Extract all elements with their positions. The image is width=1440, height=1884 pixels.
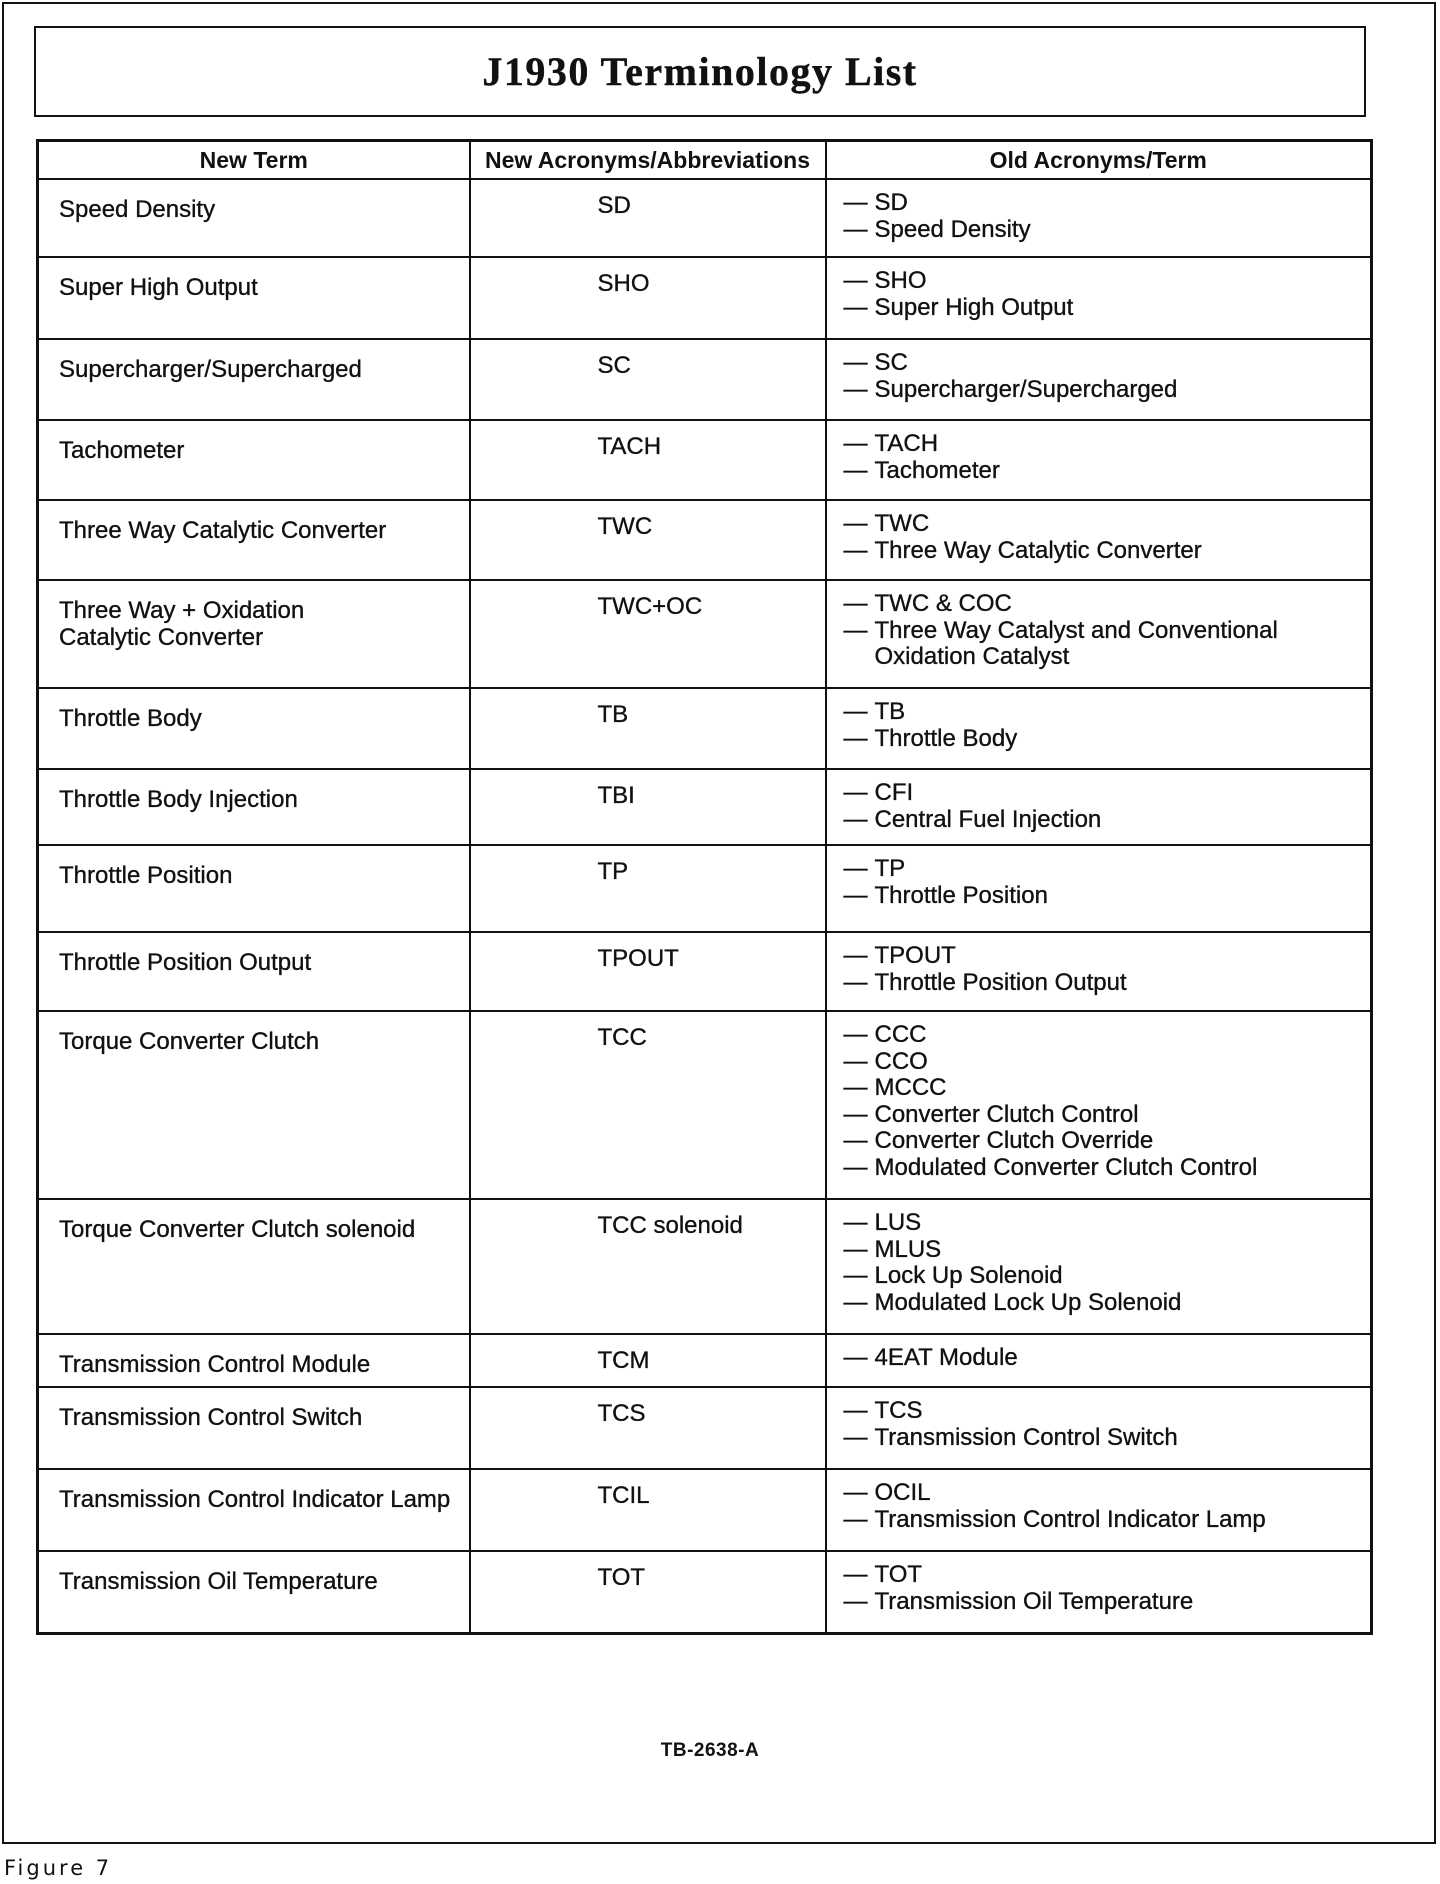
old-term-text: Modulated Converter Clutch Control — [874, 1153, 1258, 1181]
old-term-text: MCCC — [874, 1074, 947, 1101]
old-term-dash: — — [843, 430, 868, 457]
new-acronym: TP — [597, 858, 629, 885]
header-new-acronym: New Acronyms/Abbreviations — [470, 141, 826, 180]
new-term-line: Super High Output — [59, 274, 258, 301]
old-term-item — [844, 1102, 1363, 1129]
old-term-text: CCO — [874, 1047, 928, 1075]
table-row — [38, 1551, 1372, 1633]
new-acronym-cell — [470, 1551, 826, 1633]
page-title: J1930 Terminology List — [482, 49, 918, 94]
table-header — [38, 141, 1372, 180]
old-term-item — [844, 1507, 1363, 1534]
old-term-text: TB — [874, 698, 906, 725]
new-term-line: Tachometer — [59, 437, 185, 464]
new-acronym-cell — [470, 580, 826, 688]
old-term-item — [844, 538, 1363, 565]
old-term-item — [844, 856, 1363, 883]
old-term-text: SC — [874, 349, 908, 376]
table-row — [38, 500, 1372, 580]
table-row — [38, 1387, 1372, 1469]
new-term-line: Throttle Position Output — [59, 949, 312, 976]
new-acronym-cell — [470, 769, 826, 845]
old-term-text: Transmission Oil Temperature — [874, 1587, 1194, 1615]
table-row — [38, 339, 1372, 420]
old-term-text: TP — [874, 855, 906, 882]
old-term-text: OCIL — [874, 1479, 931, 1506]
old-term-dash: — — [843, 1047, 868, 1075]
old-term-text: LUS — [874, 1209, 922, 1236]
new-term-cell — [38, 1387, 470, 1469]
old-term-item — [844, 350, 1363, 377]
old-term-dash: — — [843, 1423, 868, 1451]
old-term-text: TOT — [874, 1561, 923, 1588]
old-term-text: Throttle Body — [874, 724, 1018, 752]
old-term-dash: — — [843, 942, 868, 969]
table-row — [38, 179, 1372, 257]
new-term-cell — [38, 420, 470, 500]
old-term-item — [844, 883, 1363, 910]
new-term-line: Transmission Control Module — [59, 1351, 371, 1378]
table-row — [38, 769, 1372, 845]
old-term-item — [844, 780, 1363, 807]
old-term-dash: — — [843, 1288, 868, 1316]
new-acronym: TCS — [597, 1400, 646, 1427]
table-row — [38, 1011, 1372, 1199]
table-row — [38, 1199, 1372, 1334]
old-term-dash: — — [843, 510, 868, 537]
old-term-text: Throttle Position — [874, 881, 1048, 909]
old-term-dash: — — [843, 1074, 868, 1101]
old-terms-cell — [826, 1011, 1372, 1199]
old-term-text: Speed Density — [874, 215, 1031, 243]
old-term-dash: — — [843, 267, 868, 294]
old-term-item — [844, 1049, 1363, 1076]
old-term-item — [844, 1480, 1363, 1507]
new-acronym: TB — [597, 701, 629, 728]
old-term-dash: — — [843, 1100, 868, 1128]
new-term-line: Three Way + Oxidation — [59, 597, 305, 624]
old-term-text: MLUS — [874, 1235, 942, 1263]
old-terms-cell — [826, 688, 1372, 769]
drawing-number: TB-2638-A — [660, 1740, 760, 1761]
old-term-dash: — — [843, 1344, 868, 1371]
new-term-cell — [38, 1011, 470, 1199]
table-row — [38, 845, 1372, 932]
table-row — [38, 932, 1372, 1011]
old-term-item — [844, 1263, 1363, 1290]
old-term-item — [844, 591, 1363, 618]
old-term-text: SHO — [874, 267, 927, 294]
old-term-item — [844, 618, 1363, 671]
old-term-dash: — — [843, 968, 868, 996]
old-terms-cell — [826, 1387, 1372, 1469]
new-term-line: Three Way Catalytic Converter — [59, 517, 387, 544]
old-term-dash: — — [843, 779, 868, 806]
old-term-text: Supercharger/Supercharged — [874, 375, 1178, 403]
old-terms-cell — [826, 339, 1372, 420]
new-term-line: Torque Converter Clutch — [59, 1028, 320, 1055]
old-terms-cell — [826, 1334, 1372, 1387]
old-term-item — [844, 1210, 1363, 1237]
old-term-text: CFI — [874, 779, 914, 806]
new-acronym: TOT — [597, 1564, 646, 1591]
table-row — [38, 420, 1372, 500]
old-term-item — [844, 1075, 1363, 1102]
new-term-cell — [38, 769, 470, 845]
new-term-line: Transmission Oil Temperature — [59, 1568, 378, 1595]
old-term-text: Modulated Lock Up Solenoid — [874, 1288, 1182, 1316]
old-term-dash: — — [843, 881, 868, 909]
old-term-text: Tachometer — [874, 456, 1000, 484]
new-acronym-cell — [470, 500, 826, 580]
new-acronym: SD — [597, 192, 631, 219]
old-term-dash: — — [843, 293, 868, 321]
new-term-cell — [38, 1334, 470, 1387]
old-term-dash: — — [843, 1505, 868, 1533]
new-acronym-cell — [470, 932, 826, 1011]
old-term-item — [844, 1155, 1363, 1182]
old-terms-cell — [826, 500, 1372, 580]
old-term-dash: — — [843, 698, 868, 725]
old-term-item — [844, 1128, 1363, 1155]
old-term-dash: — — [843, 215, 868, 243]
old-term-text: Three Way Catalytic Converter — [874, 536, 1202, 564]
old-term-item — [844, 217, 1363, 244]
new-acronym: TPOUT — [597, 945, 679, 972]
old-term-item — [844, 377, 1363, 404]
old-term-dash: — — [843, 855, 868, 882]
old-term-text: TWC & COC — [874, 590, 1012, 617]
new-term-line: Speed Density — [59, 196, 216, 223]
new-acronym-cell — [470, 1199, 826, 1334]
table-body — [38, 179, 1372, 1633]
old-term-text: TCS — [874, 1397, 923, 1424]
new-acronym: TCM — [597, 1347, 650, 1374]
new-acronym: SHO — [597, 270, 650, 297]
figure-caption: Figure 7 — [4, 1856, 113, 1880]
old-term-dash: — — [843, 456, 868, 484]
old-term-dash: — — [843, 724, 868, 752]
old-term-text: Throttle Position Output — [874, 968, 1127, 996]
new-term-line: Throttle Position — [59, 862, 233, 889]
title-box — [34, 26, 1366, 117]
old-term-dash: — — [843, 1561, 868, 1588]
new-term-cell — [38, 1551, 470, 1633]
old-term-text: Transmission Control Switch — [874, 1423, 1178, 1451]
new-acronym-cell — [470, 1334, 826, 1387]
old-term-text: TACH — [874, 430, 939, 457]
old-term-text: Super High Output — [874, 293, 1074, 321]
table-row — [38, 688, 1372, 769]
new-term-line: Throttle Body — [59, 705, 202, 732]
new-acronym-cell — [470, 420, 826, 500]
old-term-item — [844, 726, 1363, 753]
new-acronym-cell — [470, 1011, 826, 1199]
old-term-dash: — — [843, 1021, 868, 1048]
old-term-item — [844, 1398, 1363, 1425]
old-term-dash: — — [843, 349, 868, 376]
old-term-text: CCC — [874, 1021, 927, 1048]
old-term-dash: — — [843, 1587, 868, 1615]
header-new-term: New Term — [38, 141, 470, 180]
old-term-item — [844, 1290, 1363, 1317]
new-acronym: TCC — [597, 1024, 647, 1051]
header-old-terms: Old Acronyms/Term — [826, 141, 1372, 180]
new-acronym-cell — [470, 845, 826, 932]
old-term-text: TWC — [874, 510, 930, 537]
old-term-text: Converter Clutch Override — [874, 1127, 1154, 1154]
terminology-table — [36, 139, 1373, 1635]
old-term-dash: — — [843, 1209, 868, 1236]
old-term-dash: — — [843, 1127, 868, 1154]
new-term-cell — [38, 339, 470, 420]
old-term-item — [844, 1425, 1363, 1452]
new-acronym: TBI — [597, 782, 635, 809]
old-term-item — [844, 511, 1363, 538]
old-term-item — [844, 431, 1363, 458]
old-term-dash: — — [843, 616, 868, 644]
old-terms-cell — [826, 769, 1372, 845]
new-term-line: Supercharger/Supercharged — [59, 356, 362, 383]
new-acronym: SC — [597, 352, 631, 379]
old-term-dash: — — [843, 1397, 868, 1424]
old-term-text: Converter Clutch Control — [874, 1100, 1139, 1128]
new-acronym: TWC — [597, 513, 653, 540]
new-term-cell — [38, 1469, 470, 1551]
new-acronym-cell — [470, 688, 826, 769]
old-term-dash: — — [843, 1479, 868, 1506]
old-term-dash: — — [843, 536, 868, 564]
new-acronym-cell — [470, 1469, 826, 1551]
new-acronym: TWC+OC — [597, 593, 703, 620]
old-terms-cell — [826, 580, 1372, 688]
old-term-item — [844, 1589, 1363, 1616]
new-term-cell — [38, 500, 470, 580]
new-term-cell — [38, 688, 470, 769]
old-terms-cell — [826, 932, 1372, 1011]
old-term-item — [844, 1022, 1363, 1049]
old-term-text: SD — [874, 189, 908, 216]
new-term-cell — [38, 1199, 470, 1334]
table-row — [38, 257, 1372, 339]
new-term-line: Catalytic Converter — [59, 623, 264, 651]
new-acronym-cell — [470, 1387, 826, 1469]
new-term-line: Throttle Body Injection — [59, 786, 298, 813]
new-term-line: Transmission Control Switch — [59, 1404, 363, 1431]
new-acronym-cell — [470, 179, 826, 257]
old-term-dash: — — [843, 1235, 868, 1263]
new-term-cell — [38, 179, 470, 257]
old-term-item — [844, 1237, 1363, 1264]
old-term-dash: — — [843, 805, 868, 833]
new-acronym-cell — [470, 339, 826, 420]
old-terms-cell — [826, 845, 1372, 932]
table-row — [38, 1469, 1372, 1551]
old-term-dash: — — [843, 590, 868, 617]
old-term-item — [844, 1345, 1363, 1372]
old-terms-cell — [826, 420, 1372, 500]
table-row — [38, 580, 1372, 688]
old-term-item — [844, 268, 1363, 295]
old-term-text: Central Fuel Injection — [874, 805, 1102, 833]
old-term-text: 4EAT Module — [874, 1344, 1018, 1371]
old-terms-cell — [826, 1469, 1372, 1551]
new-term-cell — [38, 580, 470, 688]
old-term-item — [844, 943, 1363, 970]
old-term-text: Transmission Control Indicator Lamp — [874, 1505, 1266, 1533]
old-term-item — [844, 1562, 1363, 1589]
new-term-cell — [38, 257, 470, 339]
new-acronym-cell — [470, 257, 826, 339]
old-term-dash: — — [843, 189, 868, 216]
old-term-item — [844, 970, 1363, 997]
old-terms-cell — [826, 257, 1372, 339]
old-term-item — [844, 458, 1363, 485]
old-term-text: TPOUT — [874, 942, 956, 969]
old-term-dash: — — [843, 1153, 868, 1181]
old-term-dash: — — [843, 1262, 868, 1289]
new-term-cell — [38, 845, 470, 932]
new-term-cell — [38, 932, 470, 1011]
new-term-line: Torque Converter Clutch solenoid — [59, 1216, 416, 1243]
new-term-line: Transmission Control Indicator Lamp — [59, 1486, 451, 1513]
old-term-item — [844, 699, 1363, 726]
new-acronym: TCC solenoid — [597, 1212, 743, 1239]
old-term-text: Three Way Catalyst and Conventional Oxidation Catalyst — [874, 616, 1278, 670]
table-row — [38, 1334, 1372, 1387]
old-terms-cell — [826, 1199, 1372, 1334]
header-row — [38, 141, 1372, 180]
old-term-item — [844, 807, 1363, 834]
old-term-text: Lock Up Solenoid — [874, 1262, 1063, 1289]
old-term-dash: — — [843, 375, 868, 403]
new-acronym: TCIL — [597, 1482, 650, 1509]
old-term-item — [844, 190, 1363, 217]
old-terms-cell — [826, 179, 1372, 257]
old-term-item — [844, 295, 1363, 322]
new-acronym: TACH — [597, 433, 662, 460]
old-terms-cell — [826, 1551, 1372, 1633]
